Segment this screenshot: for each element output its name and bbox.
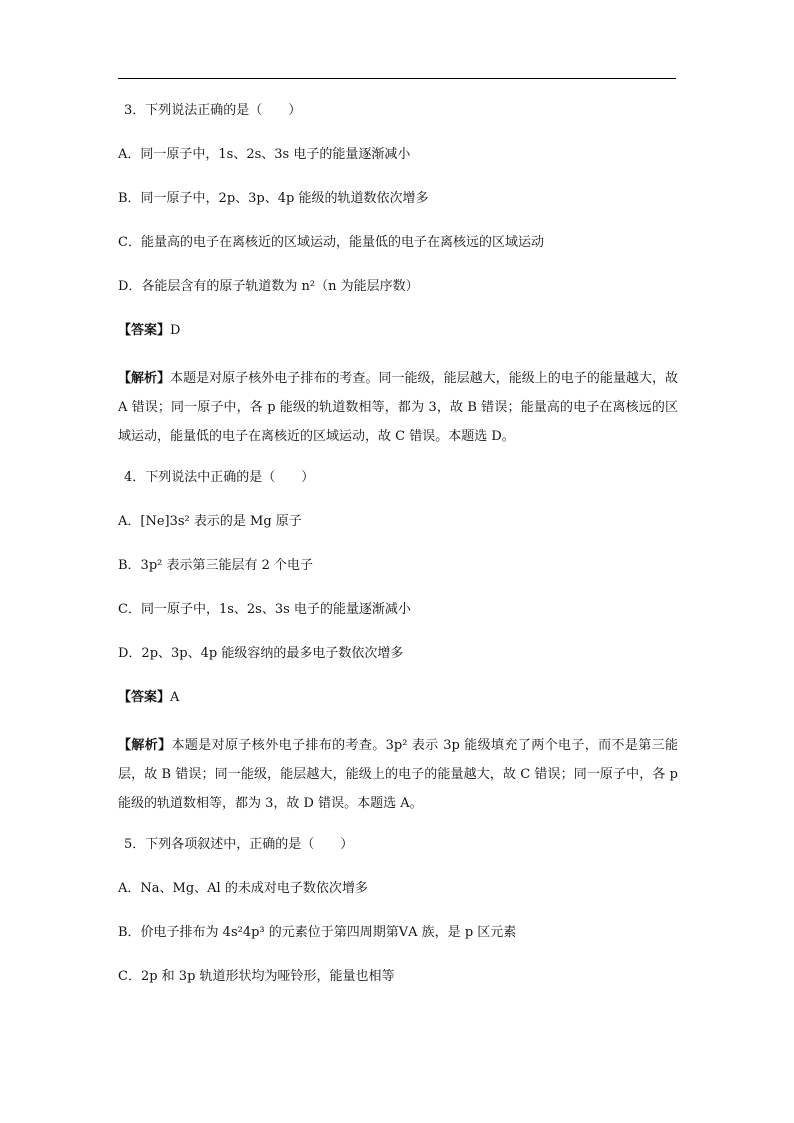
option-d: D．2p、3p、4p 能级容纳的最多电子数依次增多 (118, 646, 404, 661)
analysis-tag: 【解析】 (118, 371, 171, 386)
analysis-text: 本题是对原子核外电子排布的考查。同一能级，能层越大，能级上的电子的能量越大，故 A 错误；同一原子中，各 p 能级的轨道数相等，都为 3，故 B 错误；能量高的电子在离核远的区域运动，能量低的电子在离核近的区域运动，故 C 错误。本题选 D。 (118, 371, 678, 444)
option-b: B．3p² 表示第三能层有 2 个电子 (118, 558, 314, 573)
analysis-paragraph (118, 731, 678, 818)
option-a: A．同一原子中，1s、2s、3s 电子的能量逐渐减小 (118, 147, 411, 162)
option-a: A．[Ne]3s² 表示的是 Mg 原子 (118, 514, 302, 529)
header-rule (118, 78, 676, 79)
question-3: 3．下列说法正确的是（ ） (124, 103, 302, 118)
answer-tag: 【答案】 (118, 690, 171, 705)
answer-tag: 【答案】 (118, 323, 171, 338)
answer-value: D (170, 323, 181, 338)
question-5: 5．下列各项叙述中，正确的是（ ） (124, 837, 354, 852)
answer-line (118, 687, 678, 709)
option-b: B．价电子排布为 4s²4p³ 的元素位于第四周期第ⅤA 族，是 p 区元素 (118, 925, 517, 940)
analysis-text: 本题是对原子核外电子排布的考查。3p² 表示 3p 能级填充了两个电子，而不是第三能层，故 B 错误；同一能级，能层越大，能级上的电子的能量越大，故 C 错误；同一原子中，各 p 能级的轨道数相等，都为 3，故 D 错误。本题选 A。 (118, 738, 678, 811)
question-4: 4．下列说法中正确的是（ ） (124, 470, 315, 485)
answer-line (118, 320, 678, 342)
document-body (118, 100, 678, 1010)
analysis-tag: 【解析】 (118, 738, 172, 753)
option-c: C．同一原子中，1s、2s、3s 电子的能量逐渐减小 (118, 602, 411, 617)
option-d: D．各能层含有的原子轨道数为 n²（n 为能层序数） (118, 279, 419, 294)
option-c: C．能量高的电子在离核近的区域运动，能量低的电子在离核远的区域运动 (118, 235, 544, 250)
answer-value: A (170, 690, 180, 705)
option-b: B．同一原子中，2p、3p、4p 能级的轨道数依次增多 (118, 191, 429, 206)
option-a: A．Na、Mg、Al 的未成对电子数依次增多 (118, 881, 368, 896)
analysis-paragraph (118, 364, 678, 451)
option-c: C．2p 和 3p 轨道形状均为哑铃形，能量也相等 (118, 969, 395, 984)
